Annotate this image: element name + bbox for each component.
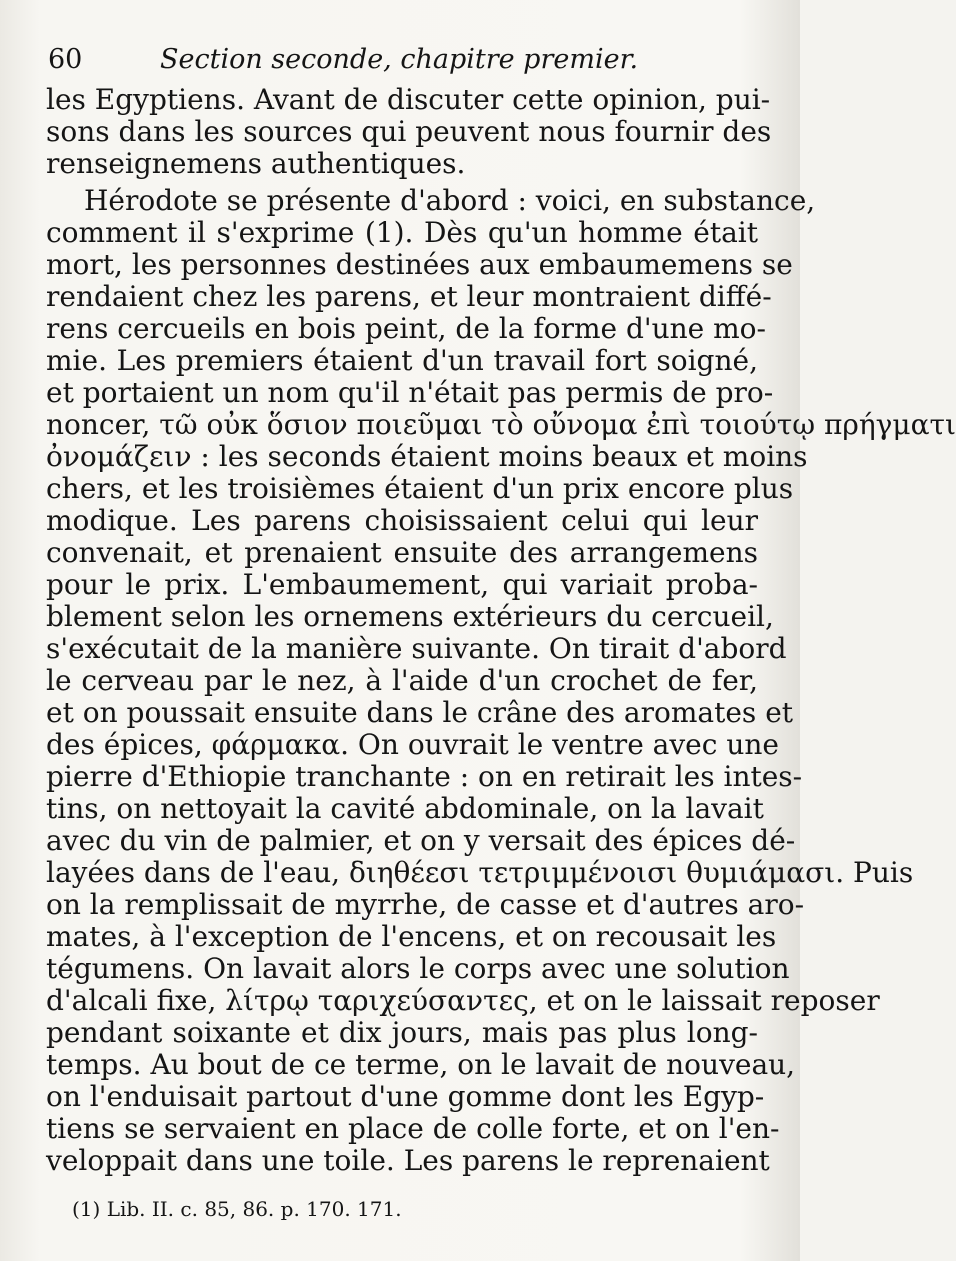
running-head: Section seconde, chapitre premier.	[160, 44, 639, 75]
text-line: d'alcali fixe, λίτρῳ ταριχεύσαντες, et on le laissait reposer	[46, 984, 880, 1017]
text-line: rens cercueils en bois peint, de la forme d'une mo-	[46, 312, 767, 345]
text-line: sons dans les sources qui peuvent nous fournir des	[46, 115, 772, 148]
page-number: 60	[48, 44, 83, 75]
text-line: rendaient chez les parens, et leur montraient diffé-	[46, 280, 772, 313]
text-line: layées dans de l'eau, διηθέεσι τετριμμένοισι θυμιάμασι. Puis	[46, 856, 914, 889]
text-line: mort, les personnes destinées aux embaumemens se	[46, 248, 793, 281]
text-line: tins, on nettoyait la cavité abdominale, on la lavait	[46, 792, 764, 825]
text-line: pierre d'Ethiopie tranchante : on en retirait les intes-	[46, 760, 803, 793]
text-line: avec du vin de palmier, et on y versait des épices dé-	[46, 824, 796, 857]
text-line: noncer, τῶ οὐκ ὅσιον ποιεῦμαι τὸ οὔνομα ἐπὶ τοιούτῳ πρήγματι	[46, 408, 956, 441]
text-line: les Egyptiens. Avant de discuter cette opinion, pui-	[46, 83, 771, 116]
text-line: le cerveau par le nez, à l'aide d'un crochet de fer,	[46, 664, 758, 697]
main-text	[46, 76, 956, 1177]
text-line: chers, et les troisièmes étaient d'un prix encore plus	[46, 472, 794, 505]
text-line: mates, à l'exception de l'encens, et on recousait les	[46, 920, 777, 953]
text-line: mie. Les premiers étaient d'un travail fort soigné,	[46, 344, 758, 377]
text-line: ὀνομάζειν : les seconds étaient moins beaux et moins	[46, 440, 808, 473]
text-line: blement selon les ornemens extérieurs du cercueil,	[46, 600, 774, 633]
text-line: on l'enduisait partout d'une gomme dont les Egyp-	[46, 1080, 765, 1113]
text-line: pendant soixante et dix jours, mais pas plus long-	[46, 1016, 758, 1049]
footnote: (1) Lib. II. c. 85, 86. p. 170. 171.	[72, 1197, 402, 1221]
text-line: veloppait dans une toile. Les parens le reprenaient	[46, 1144, 770, 1177]
text-line: renseignemens authentiques.	[46, 147, 466, 180]
text-line: tégumens. On lavait alors le corps avec une solution	[46, 952, 790, 985]
text-line: pour le prix. L'embaumement, qui variait proba-	[46, 568, 758, 601]
text-line: temps. Au bout de ce terme, on le lavait de nouveau,	[46, 1048, 796, 1081]
text-line: convenait, et prenaient ensuite des arrangemens	[46, 536, 758, 569]
text-line: s'exécutait de la manière suivante. On tirait d'abord	[46, 632, 787, 665]
text-line: et portaient un nom qu'il n'était pas permis de pro-	[46, 376, 774, 409]
text-line: des épices, φάρμακα. On ouvrait le ventre avec une	[46, 728, 779, 761]
text-line: et on poussait ensuite dans le crâne des aromates et	[46, 696, 794, 729]
text-line: on la remplissait de myrrhe, de casse et d'autres aro-	[46, 888, 805, 921]
text-line: comment il s'exprime (1). Dès qu'un homme était	[46, 216, 758, 249]
text-line: tiens se servaient en place de colle forte, et on l'en-	[46, 1112, 780, 1145]
text-line: modique. Les parens choisissaient celui qui leur	[46, 504, 758, 537]
text-line: Hérodote se présente d'abord : voici, en substance,	[84, 184, 816, 217]
